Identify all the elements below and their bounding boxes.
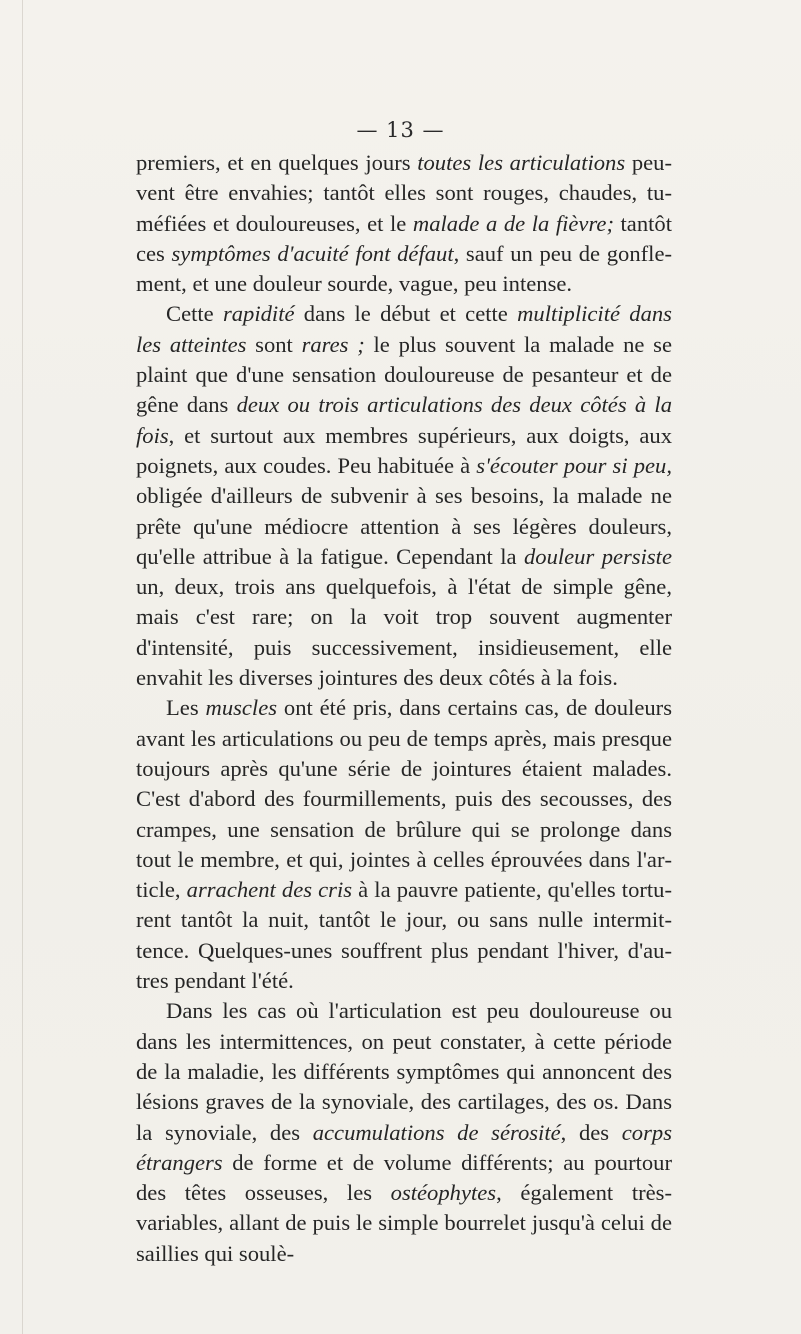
text-run: , des [560, 1119, 622, 1145]
italic-run: muscles [205, 695, 278, 721]
text-run: sont [246, 331, 302, 357]
italic-run: toutes les articulations [417, 150, 626, 175]
paragraph [136, 148, 672, 299]
italic-run: ostéophytes [390, 1180, 497, 1206]
text-run: le plus souvent la malade ne se plaint que d'une sensation douloureuse de pesanteur et de gêne dans [136, 331, 672, 418]
text-run: dans le début et cette [294, 301, 518, 327]
italic-run: malade a de la fièvre; [412, 210, 614, 236]
text-run: peuvent être envahies; tantôt elles sont rouges, chaudes, tuméfiées et douloureuses, et le [136, 150, 672, 236]
italic-run: s'écouter pour si peu, [476, 452, 673, 478]
text-run: obligée d'ailleurs de subvenir à ses besoins, la malade ne prête qu'une médiocre attention à ses légères douleurs, qu'elle attribue à la fatigue. Cependant la [136, 483, 672, 569]
italic-run: deux ou trois articulations des deux côtés à la fois [136, 392, 672, 448]
text-run: Les [166, 695, 206, 721]
text-run: Cette [166, 301, 223, 327]
italic-run: corps étrangers [136, 1119, 672, 1175]
text-run: , également très-variables, allant de puis le simple bourrelet jusqu'à celui de saillies qui soulè- [136, 1180, 672, 1266]
text-run: premiers, et en quelques jours [136, 150, 418, 175]
page-edge-line [22, 0, 23, 1334]
body-text [136, 148, 672, 1269]
italic-run: multiplicité dans les atteintes [136, 301, 672, 357]
text-run: , sauf un peu de gonflement, et une douleur sourde, vague, peu intense. [136, 240, 673, 297]
italic-run: accumulations de sérosité [312, 1119, 561, 1145]
paragraph [136, 996, 672, 1269]
text-run: à la pauvre patiente, qu'elles torturent tantôt la nuit, tantôt le jour, ou sans nulle intermittence. Quelques-unes souffrent plus pendant l'hiver, d'autres pendant l'été. [136, 877, 672, 994]
italic-run: symptômes d'acuité font défaut [171, 240, 454, 266]
text-run: Dans les cas où l'articulation est peu douloureuse ou dans les intermittences, on peut constater, à cette période de la maladie, les différents symptômes qui annoncent des lésions graves de la synoviale, des cartilages, des os. Dans la synoviale, des [136, 998, 672, 1145]
italic-run: arrachent des cris [186, 877, 353, 903]
paragraph [136, 299, 672, 693]
paragraph [136, 693, 672, 996]
text-run: , et surtout aux membres supérieurs, aux doigts, aux poignets, aux coudes. Peu habituée à [136, 422, 672, 478]
text-run: tantôt ces [136, 210, 672, 266]
text-run: ont été pris, dans certains cas, de douleurs avant les articulations ou peu de temps après, mais presque toujours après qu'une série de jointures étaient malades. C'est d'abord des fourmillements, puis des secousses, des crampes, une sensation de brûlure qui se prolonge dans tout le membre, et qui, jointes à celles éprouvées dans l'article, [136, 695, 672, 903]
text-run: un, deux, trois ans quelquefois, à l'état de simple gêne, mais c'est rare; on la voit trop souvent augmenter d'intensité, puis successivement, insidieusement, elle envahit les diverses jointures des deux côtés à la fois. [136, 574, 672, 691]
italic-run: douleur persiste [523, 543, 672, 569]
page-number: — 13 — [356, 118, 445, 142]
text-run: de forme et de volume différents; au pourtour des têtes osseuses, les [136, 1149, 672, 1206]
italic-run: rapidité [222, 301, 295, 327]
italic-run: rares ; [301, 331, 365, 357]
